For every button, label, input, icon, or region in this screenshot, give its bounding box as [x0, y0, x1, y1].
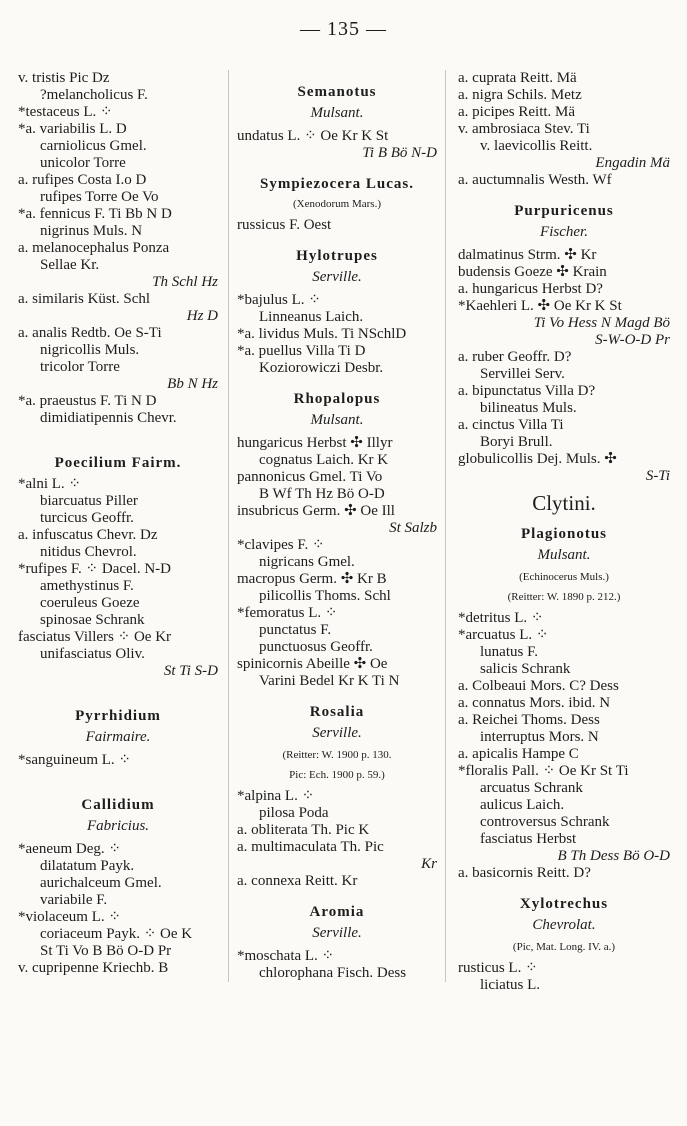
synonym-line: Servillei Serv. — [480, 366, 565, 382]
synonym-line: nigricans Gmel. — [259, 554, 355, 570]
synonym-line: B Wf Th Hz Bö O-D — [259, 486, 385, 502]
synonym-line: tricolor Torre — [40, 359, 120, 375]
entry-line: *a. fennicus F. Ti Bb N D — [18, 206, 172, 222]
synonym-line: aulicus Laich. — [480, 797, 565, 813]
synonym-line: St Ti Vo B Bö O-D Pr — [40, 943, 172, 959]
synonym-line: bilineatus Muls. — [480, 400, 577, 416]
distribution-line: Engadin Mä — [595, 155, 670, 171]
synonym-line: punctuosus Geoffr. — [259, 639, 373, 655]
reference-note: (Echinocerus Muls.) — [519, 571, 609, 583]
genus-heading: Hylotrupes — [296, 248, 378, 264]
genus-author: Fairmaire. — [85, 729, 151, 745]
genus-heading: Rosalia — [309, 704, 365, 720]
synonym-line: liciatus L. — [480, 977, 540, 993]
entry-line: *clavipes F. ⁘ — [237, 537, 325, 553]
reference-note: (Reitter: W. 1900 p. 130. — [282, 749, 392, 761]
entry-line: *rufipes F. ⁘ Dacel. N-D — [18, 561, 171, 577]
distribution-line: Bb N Hz — [167, 376, 218, 392]
synonym-line: salicis Schrank — [480, 661, 571, 677]
genus-heading: Aromia — [309, 904, 365, 920]
entry-line: *detritus L. ⁘ — [458, 610, 544, 626]
entry-line: a. connexa Reitt. Kr — [237, 873, 358, 889]
spacer — [18, 680, 218, 694]
distribution-line: St Ti S-D — [163, 663, 218, 679]
entry-line: macropus Germ. ✣ Kr B — [237, 571, 387, 587]
synonym-line: pilicollis Thoms. Schl — [259, 588, 391, 604]
reference-note: Pic: Ech. 1900 p. 59.) — [289, 769, 385, 781]
synonym-line: punctatus F. — [259, 622, 332, 638]
entry-line: a. Reichei Thoms. Dess — [458, 712, 600, 728]
genus-heading: Purpuricenus — [514, 203, 614, 219]
column-right — [458, 70, 670, 994]
genus-author: Fischer. — [540, 224, 588, 240]
entry-line: a. nigra Schils. Metz — [458, 87, 582, 103]
entry-line: spinicornis Abeille ✣ Oe — [237, 656, 388, 672]
synonym-line: pilosa Poda — [259, 805, 329, 821]
entry-line: a. analis Redtb. Oe S-Ti — [18, 325, 162, 341]
genus-heading: Poecilium Fairm. — [54, 455, 182, 471]
genus-author: Mulsant. — [310, 105, 364, 121]
entry-line: a. infuscatus Chevr. Dz — [18, 527, 158, 543]
genus-author: Mulsant. — [537, 547, 591, 563]
synonym-line: nitidus Chevrol. — [40, 544, 137, 560]
entry-line: *a. lividus Muls. Ti NSchlD — [237, 326, 407, 342]
entry-line: a. bipunctatus Villa D? — [458, 383, 596, 399]
entry-line: *a. praeustus F. Ti N D — [18, 393, 157, 409]
genus-author: Mulsant. — [310, 412, 364, 428]
distribution-line: Ti B Bö N-D — [362, 145, 437, 161]
synonym-line: dimidiatipennis Chevr. — [40, 410, 177, 426]
entry-line: *Kaehleri L. ✣ Oe Kr K St — [458, 298, 622, 314]
synonym-line: coriaceum Payk. ⁘ Oe K — [40, 926, 193, 942]
entry-line: *alpina L. ⁘ — [237, 788, 315, 804]
entry-line: *sanguineum L. ⁘ — [18, 752, 131, 768]
synonym-line: Sellae Kr. — [40, 257, 100, 273]
synonym-line: Boryi Brull. — [480, 434, 553, 450]
entry-line: *a. variabilis L. D — [18, 121, 127, 137]
synonym-line: biarcuatus Piller — [40, 493, 138, 509]
entry-line: *femoratus L. ⁘ — [237, 605, 338, 621]
genus-heading: Callidium — [81, 797, 155, 813]
entry-line: hungaricus Herbst ✣ Illyr — [237, 435, 393, 451]
synonym-line: arcuatus Schrank — [480, 780, 583, 796]
page-number: — 135 — — [300, 18, 387, 40]
spacer — [18, 427, 218, 441]
entry-line: a. apicalis Hampe C — [458, 746, 579, 762]
entry-line: russicus F. Oest — [237, 217, 332, 233]
entry-line: v. ambrosiaca Stev. Ti — [458, 121, 590, 137]
synonym-line: controversus Schrank — [480, 814, 610, 830]
distribution-line: B Th Dess Bö O-D — [557, 848, 670, 864]
synonym-line: spinosae Schrank — [40, 612, 145, 628]
entry-line: *bajulus L. ⁘ — [237, 292, 321, 308]
synonym-line: carniolicus Gmel. — [40, 138, 147, 154]
column-middle — [228, 70, 446, 982]
genus-heading: Sympiezocera Lucas. — [260, 176, 414, 192]
synonym-line: Linneanus Laich. — [259, 309, 364, 325]
entry-line: *alni L. ⁘ — [18, 476, 81, 492]
entry-line: a. cinctus Villa Ti — [458, 417, 564, 433]
entry-line: a. connatus Mors. ibid. N — [458, 695, 611, 711]
reference-note: (Xenodorum Mars.) — [293, 198, 381, 210]
spacer — [18, 769, 218, 783]
entry-line: rusticus L. ⁘ — [458, 960, 538, 976]
entry-line: undatus L. ⁘ Oe Kr K St — [237, 128, 389, 144]
distribution-line: Ti Vo Hess N Magd Bö — [533, 315, 670, 331]
genus-heading: Pyrrhidium — [75, 708, 161, 724]
entry-line: dalmatinus Strm. ✣ Kr — [458, 247, 597, 263]
synonym-line: amethystinus F. — [40, 578, 134, 594]
entry-line: *a. puellus Villa Ti D — [237, 343, 366, 359]
entry-line: *testaceus L. ⁘ — [18, 104, 113, 120]
distribution-line: Hz D — [186, 308, 218, 324]
entry-line: *aeneum Deg. ⁘ — [18, 841, 121, 857]
entry-line: a. Colbeaui Mors. C? Dess — [458, 678, 619, 694]
entry-line: a. hungaricus Herbst D? — [458, 281, 603, 297]
synonym-line: coeruleus Goeze — [40, 595, 140, 611]
synonym-line: turcicus Geoffr. — [40, 510, 134, 526]
distribution-line: S-W-O-D Pr — [595, 332, 670, 348]
genus-heading: Semanotus — [297, 84, 377, 100]
entry-line: fasciatus Villers ⁘ Oe Kr — [18, 629, 172, 645]
entry-line: a. picipes Reitt. Mä — [458, 104, 576, 120]
entry-line: a. obliterata Th. Pic K — [237, 822, 370, 838]
entry-line: pannonicus Gmel. Ti Vo — [237, 469, 383, 485]
genus-heading: Rhopalopus — [293, 391, 381, 407]
synonym-line: fasciatus Herbst — [480, 831, 577, 847]
genus-heading: Xylotrechus — [519, 896, 609, 912]
entry-line: *floralis Pall. ⁘ Oe Kr St Ti — [458, 763, 629, 779]
tribe-heading: Clytini. — [532, 491, 596, 515]
entry-line: *arcuatus L. ⁘ — [458, 627, 549, 643]
entry-line: insubricus Germ. ✣ Oe Ill — [237, 503, 395, 519]
synonym-line: variabile F. — [40, 892, 108, 908]
entry-line: v. tristis Pic Dz — [18, 70, 110, 86]
entry-line: a. similaris Küst. Schl — [18, 291, 151, 307]
entry-line: *moschata L. ⁘ — [237, 948, 335, 964]
synonym-line: chlorophana Fisch. Dess — [259, 965, 407, 981]
entry-line: a. basicornis Reitt. D? — [458, 865, 591, 881]
synonym-line: interruptus Mors. N — [480, 729, 599, 745]
synonym-line: nigrinus Muls. N — [40, 223, 143, 239]
distribution-line: S-Ti — [645, 468, 670, 484]
synonym-line: v. laevicollis Reitt. — [480, 138, 593, 154]
entry-line: globulicollis Dej. Muls. ✣ — [458, 451, 617, 467]
synonym-line: rufipes Torre Oe Vo — [40, 189, 159, 205]
entry-line: a. rufipes Costa I.o D — [18, 172, 147, 188]
synonym-line: Koziorowiczi Desbr. — [259, 360, 384, 376]
genus-author: Serville. — [312, 725, 362, 741]
genus-author: Serville. — [312, 925, 362, 941]
distribution-line: Kr — [421, 856, 437, 872]
genus-author: Serville. — [312, 269, 362, 285]
synonym-line: Varini Bedel Kr K Ti N — [259, 673, 400, 689]
distribution-line: Th Schl Hz — [152, 274, 218, 290]
entry-line: a. cuprata Reitt. Mä — [458, 70, 577, 86]
synonym-line: cognatus Laich. Kr K — [259, 452, 389, 468]
entry-line: v. cupripenne Kriechb. B — [18, 960, 169, 976]
synonym-line: unifasciatus Oliv. — [40, 646, 145, 662]
genus-author: Chevrolat. — [532, 917, 596, 933]
synonym-line: aurichalceum Gmel. — [40, 875, 162, 891]
entry-line: a. auctumnalis Westh. Wf — [458, 172, 612, 188]
entry-line: *violaceum L. ⁘ — [18, 909, 121, 925]
synonym-line: unicolor Torre — [40, 155, 126, 171]
synonym-line: ?melancholicus F. — [40, 87, 148, 103]
genus-heading: Plagionotus — [520, 526, 607, 542]
column-left — [18, 70, 218, 977]
synonym-line: dilatatum Payk. — [40, 858, 135, 874]
entry-line: budensis Goeze ✣ Krain — [458, 264, 607, 280]
distribution-line: St Salzb — [389, 520, 437, 536]
entry-line: a. ruber Geoffr. D? — [458, 349, 572, 365]
synonym-line: lunatus F. — [480, 644, 538, 660]
entry-line: a. melanocephalus Ponza — [18, 240, 170, 256]
entry-line: a. multimaculata Th. Pic — [237, 839, 384, 855]
genus-author: Fabricius. — [86, 818, 150, 834]
reference-note: (Pic, Mat. Long. IV. a.) — [512, 941, 616, 953]
reference-note: (Reitter: W. 1890 p. 212.) — [507, 591, 621, 603]
synonym-line: nigricollis Muls. — [40, 342, 140, 358]
